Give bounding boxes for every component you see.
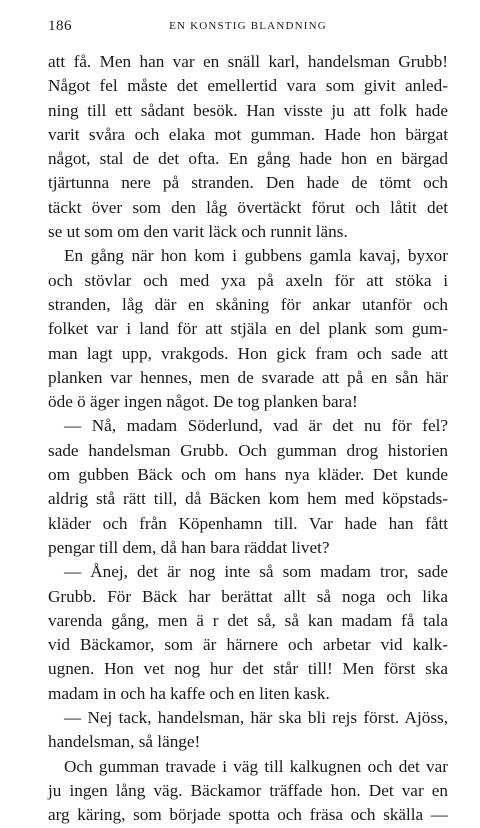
text-line: se ut som om den varit läck och runnit läns. [48,222,348,242]
text-line: att få. Men han var en snäll karl, handelsman Grubb! [48,52,448,71]
running-head [48,18,448,42]
text-line: varit svåra och elaka mot gumman. Hade hon bärgat [48,124,448,144]
text-line: ju ingen lång väg. Bäckamor träffade hon. Det var en [48,780,448,800]
text-line: — Ånej, det är nog inte så som madam tror, sade [64,562,448,582]
book-page [48,18,448,828]
text-line: och stövlar och med yxa på axeln för att stöka i [48,270,448,290]
text-line: pengar till dem, då han bara räddat livet? [48,537,330,557]
body-text [48,50,448,828]
text-line: stranden, låg där en skåning för ankar utanför och [48,294,448,314]
text-line: — Nej tack, handelsman, här ska bli rejs först. Ajöss, [64,708,448,728]
text-line: ugnen. Hon vet nog hur det står till! Men först ska [48,659,448,679]
text-line: kläder och från Köpenhamn till. Var hade han fått [48,513,448,533]
text-line: sade handelsman Grubb. Och gumman drog historien [48,440,448,460]
text-line: öde ö äger ingen något. De tog planken bara! [48,392,358,412]
text-line: Något fel måste det emellertid vara som givit anled- [48,76,448,96]
text-line: — Nå, madam Söderlund, vad är det nu för fel? [64,416,448,436]
text-line: man lagt upp, vrakgods. Hon gick fram och sade att [48,343,448,363]
text-line: arg käring, som började spotta och fräsa och skälla — [48,805,448,825]
text-line: ning till ett sådant besök. Han visste ju att folk hade [48,100,448,120]
text-line: En gång när hon kom i gubbens gamla kavaj, byxor [64,246,448,266]
text-line: folket var i land för att stjäla en del plank som gum- [48,319,448,339]
text-line: om gubben Bäck och om hans nya kläder. Det kunde [48,465,448,485]
text-line: tjärtunna nere på stranden. Den hade de tömt och [48,173,448,193]
text-line: Och gumman travade i väg till kalkugnen och det var [64,756,448,776]
running-title: EN KONSTIG BLANDNING [169,20,327,32]
text-line: madam in och ha kaffe och en liten kask. [48,683,330,703]
text-line: vid Bäckamor, som är härnere och arbetar vid kalk- [48,635,448,655]
text-line: varenda gång, men ä r det så, så kan madam få tala [48,610,448,630]
text-line: något, stal de det ofta. En gång hade hon en bärgad [48,149,448,169]
text-line: Grubb. För Bäck har berättat allt så noga och lika [48,586,448,606]
page-number: 186 [48,18,72,34]
text-line: täckt över som den låg övertäckt förut och låtit det [48,197,448,217]
text-line: planken var hennes, men de svarade att på en sån här [48,367,448,387]
text-line: aldrig stå rätt till, då Bäcken kom hem med köpstads- [48,489,448,509]
text-line: handelsman, så länge! [48,732,201,752]
